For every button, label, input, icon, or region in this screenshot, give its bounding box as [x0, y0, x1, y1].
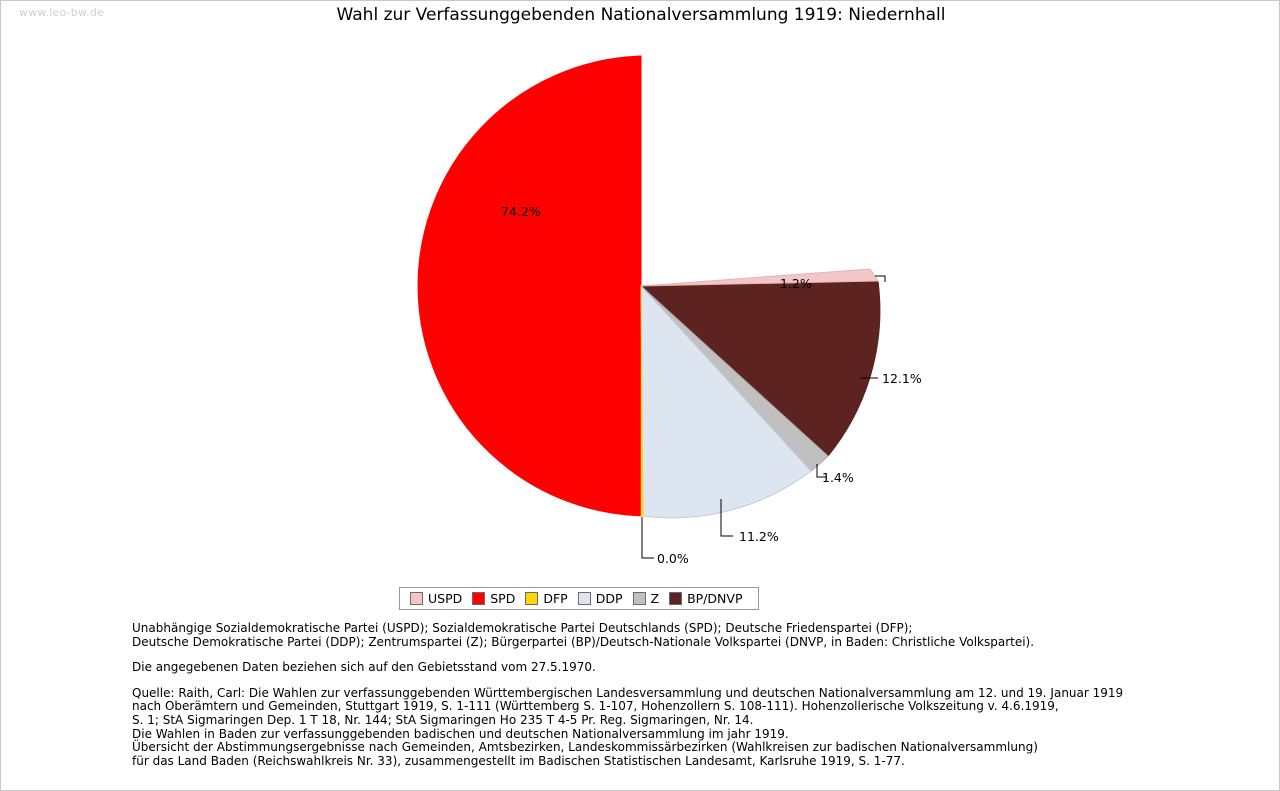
legend-item-ddp[interactable]: [578, 591, 623, 606]
legend-item-z[interactable]: [633, 591, 660, 606]
footnote-parties: [132, 622, 1232, 649]
footnote-line: S. 1; StA Sigmaringen Dep. 1 T 18, Nr. 144; StA Sigmaringen Ho 235 T 4-5 Pr. Reg. Sigmaringen, Nr. 14.: [132, 712, 754, 727]
slice-label-uspd: 1.2%: [780, 276, 812, 291]
footnote-line: für das Land Baden (Reichswahlkreis Nr. 33), zusammengestellt im Badischen Statistischen Landesamt, Karlsruhe 1919, S. 1-77.: [132, 753, 905, 768]
watermark: www.leo-bw.de: [19, 6, 105, 19]
pie-chart: [1, 31, 1280, 571]
legend-item-uspd[interactable]: [410, 591, 462, 606]
footnote-line: Deutsche Demokratische Partei (DDP); Zentrumspartei (Z); Bürgerpartei (BP)/Deutsch-Nationale Volkspartei (DNVP, in Baden: Christliche Volkspartei).: [132, 634, 1035, 649]
slice-label-ddp: 11.2%: [739, 529, 779, 544]
legend-swatch-spd: [472, 592, 485, 605]
footnote-line: Die Wahlen in Baden zur verfassunggebenden badischen und deutschen Nationalversammlung im jahr 1919.: [132, 726, 789, 741]
legend-label-z: Z: [650, 591, 660, 606]
legend-label-uspd: USPD: [428, 591, 463, 606]
footnote-line: Übersicht der Abstimmungsergebnisse nach Gemeinden, Amtsbezirken, Landeskommissärbezirken (Wahlkreisen zur badischen Nationalversammlung): [132, 740, 1038, 755]
footnote-line: nach Oberämtern und Gemeinden, Stuttgart 1919, S. 1-111 (Württemberg S. 1-107, Hohenzollern S. 108-111). Hohenzollerische Volkszeitung v. 4.6.1919,: [132, 699, 1059, 714]
footnote-line: Die angegebenen Daten beziehen sich auf den Gebietsstand vom 27.5.1970.: [132, 660, 596, 675]
legend-swatch-z: [633, 592, 646, 605]
legend-swatch-uspd: [410, 592, 423, 605]
slice-label-z: 1.4%: [822, 470, 854, 485]
page-title: Wahl zur Verfassunggebenden Nationalversammlung 1919: Niedernhall: [336, 5, 946, 25]
footnote-line: Unabhängige Sozialdemokratische Partei (USPD); Sozialdemokratische Partei Deutschlands (SPD); Deutsche Friedenspartei (DFP);: [132, 621, 913, 635]
legend-label-bp-dnvp: BP/DNVP: [687, 591, 743, 606]
legend-item-bp-dnvp[interactable]: [669, 591, 742, 606]
legend-item-dfp[interactable]: [525, 591, 567, 606]
legend-swatch-dfp: [525, 592, 538, 605]
footnote-territory: [132, 661, 1232, 675]
leader-line-dfp: [642, 517, 654, 558]
footnote-line: Quelle: Raith, Carl: Die Wahlen zur verfassunggebenden Württembergischen Landesversammlung und deutschen Nationalversammlung am 12. und 19. Januar 1919: [132, 685, 1124, 700]
legend-item-spd[interactable]: [472, 591, 515, 606]
footnote-source: [132, 687, 1232, 769]
slice-label-bp-dnvp: 12.1%: [882, 371, 922, 386]
legend-label-dfp: DFP: [543, 591, 568, 606]
chart-legend: [399, 587, 759, 610]
legend-label-ddp: DDP: [595, 591, 623, 606]
legend-swatch-bp-dnvp: [669, 592, 682, 605]
slice-label-spd: 74.2%: [501, 204, 541, 219]
legend-swatch-ddp: [578, 592, 591, 605]
legend-label-spd: SPD: [490, 591, 516, 606]
slice-label-dfp: 0.0%: [657, 551, 689, 566]
footnotes: [132, 622, 1232, 768]
